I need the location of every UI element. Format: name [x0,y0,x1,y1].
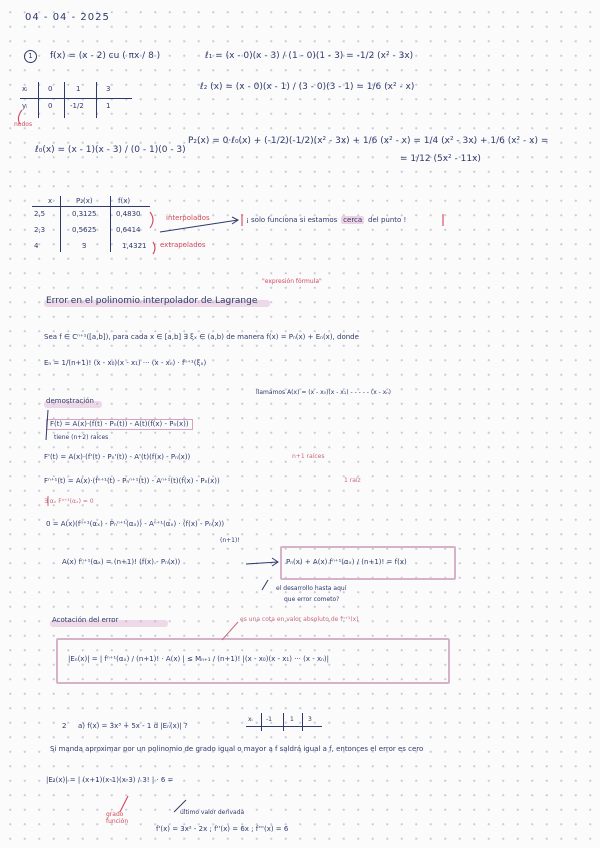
demo-title: demostración [46,397,94,405]
node-x-2: 3 [106,85,111,93]
results-header-p2: P₂(x) [76,197,93,205]
extrap-label: extrapolados [160,241,206,249]
interp-label: interpolados [166,214,210,222]
results-header-fx: f(x) [118,197,131,205]
results-x-1: 2,3 [34,226,46,234]
results-fx-0: 0,4830 [116,210,141,218]
ex2-x-1: 1 [290,716,294,723]
factorial-denominator: (n+1)! [220,537,240,544]
error-formula: Eₙ = 1/(n+1)! (x - x₀)(x - x₁) ··· (x - xₙ) · fⁿ⁺¹(ξₓ) [44,359,207,367]
results-p2-1: 0,5625 [72,226,97,234]
theorem-statement: Sea f ∈ Cⁿ⁺¹([a,b]), para cada x ∈ [a,b] ∃ ξₓ ∈ (a,b) de manera f(x) = Pₙ(x) + Eₙ(x), donde [44,333,359,341]
results-x-2: 4 [34,242,39,250]
error-section-title: Error en el polinomio interpolador de Lagrange [46,296,258,306]
ex2-x-label: xᵢ [248,716,253,723]
ex2-x-2: 3 [308,716,312,723]
zero-equation: 0 = A(x)(fⁿ⁺¹(αₓ) - Pₙⁿ⁺¹(αₓ)) - Aⁿ⁺¹(αₓ) · (f(x) - Pₙ(x)) [46,520,225,528]
bound-box [56,638,450,684]
nodes-note: nodos [14,121,33,128]
ex2-question: a) f(x) = 3x³ + 5x - 1 d |Eₙ(x)| ? [78,722,188,730]
p2-simplified: = 1/12 (5x² - 11x) [400,154,481,164]
f-prime: F'(t) = A(x)·(f'(t) - Pₙ'(t)) - A'(t)(f(x) - Pₙ(x)) [44,453,191,461]
boxed-formula: Pₙ(x) + A(x) fⁿ⁺¹(αₓ) / (n+1)! = f(x) [286,558,407,566]
results-x-0: 2,5 [34,210,46,218]
page-date: 04 - 04 - 2025 [25,12,110,23]
node-x-0: 0 [48,85,53,93]
n1-roots-note: n+1 raíces [292,453,325,460]
node-y-1: -1/2 [70,102,84,110]
exercise-number-badge: 1 [24,50,37,63]
results-fx-1: 0,6414 [116,226,141,234]
one-root-note: 1 raíz [344,477,361,484]
grado-note: grado función [106,811,129,825]
basis-l1: ℓ₁ = (x - 0)(x - 3) / (1 - 0)(1 - 3) = -1/2 (x² - 3x) [205,51,414,61]
error-note: "expresión fórmula" [262,278,322,285]
nodes-y-label: yᵢ [22,102,28,110]
dev-note-1: el desarrollo hasta aquí [276,585,347,592]
roots-note: tiene (n+2) raíces [54,434,109,441]
nodes-x-label: xᵢ [22,85,28,93]
results-p2-2: 3 [82,242,87,250]
ex2-reason: Si manda aproximar por un polinomio de grado igual o mayor a f saldrá igual a f, entonces el error es cero [50,745,424,753]
results-p2-0: 0,3125 [72,210,97,218]
node-y-0: 0 [48,102,53,110]
ex2-x-0: -1 [266,716,272,723]
ultimo-note: último valor derivada [180,809,245,816]
bound-formula: |Eₙ(x)| = | fⁿ⁺¹(αₓ) / (n+1)! · A(x) | ≤ Mₙ₊₁ / (n+1)! |(x - x₀)(x - x₁) ··· (x - xₙ)| [68,655,329,663]
e2-formula: |E₂(x)| = | (x+1)(x-1)(x-3) / 3! | · 6 = [46,776,174,784]
derivatives-line: f'(x) = 3x² - 2x ; f''(x) = 6x ; f'''(x) = 6 [156,825,289,833]
bound-title: Acotación del error [52,616,119,624]
bound-note: es una cota en valor absoluto de fⁿ⁺¹(x) [240,616,359,623]
dev-note-2: que error cometo? [284,596,340,603]
p2-expression: P₂(x) = 0·ℓ₀(x) + (-1/2)(-1/2)(x² - 3x) + 1/6 (x² - x) = 1/4 (x² - 3x) + 1/6 (x² - x) = [188,136,549,146]
results-fx-2: 1,4321 [122,242,147,250]
node-x-1: 1 [76,85,81,93]
function-definition: f(x) = (x - 2) cu ( πx / 8 ) [50,51,161,61]
a-definition: llamamos A(x) = (x - x₀)(x - x₁) - - - - - (x - xₙ) [256,389,392,396]
remark-after: del punto ! [368,216,407,224]
exists-alpha: ∃ αₓ Fⁿ⁺¹(αₓ) = 0 [44,498,94,505]
basis-l0: ℓ₀(x) = (x - 1)(x - 3) / (0 - 1)(0 - 3) [35,145,186,155]
f-definition: F(t) = A(x)·(f(t) - Pₙ(t)) - A(t)(f(x) - Pₙ(x)) [46,419,193,430]
ax-equation: A(x) fⁿ⁺¹(αₓ) = (n+1)! (f(x) - Pₙ(x)) [62,558,181,566]
f-n1: Fⁿ⁺¹(t) = A(x)·(fⁿ⁺¹(t) - Pₙⁿ⁺¹(t)) - Aⁿ⁺¹(t)(f(x) - Pₙ(x)) [44,477,220,485]
ex2-number: 2 [62,722,67,730]
results-header-x: x [48,197,53,205]
remark-before: ¡ solo funciona si estamos [246,216,338,224]
basis-l2: ℓ₂ (x) = (x - 0)(x - 1) / (3 - 0)(3 - 1) = 1/6 (x² - x) [200,82,415,92]
boxed-result [280,546,456,580]
remark-text [246,212,406,224]
node-y-2: 1 [106,102,111,110]
remark-highlight: cerca [343,216,363,224]
